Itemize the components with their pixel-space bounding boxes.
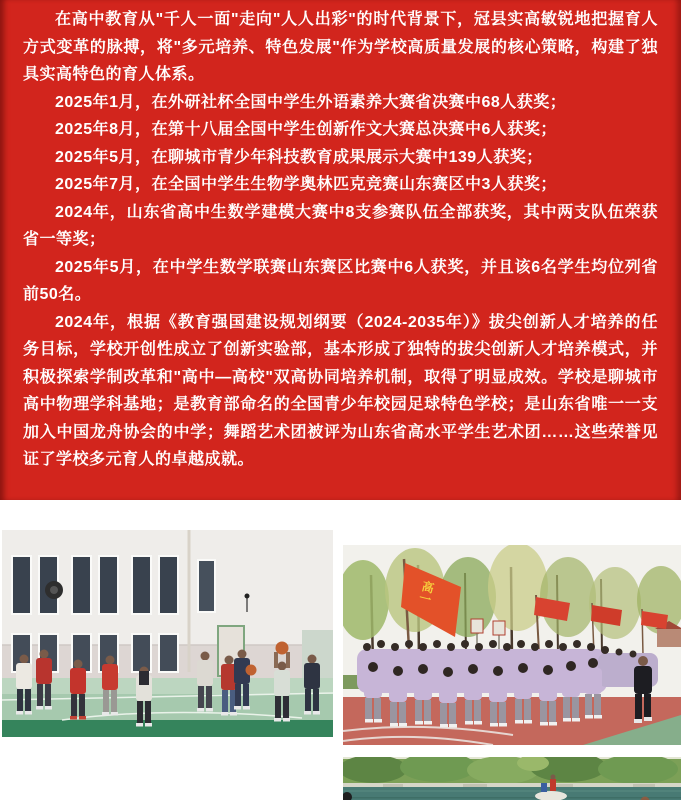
- flag-text: 高一: [416, 579, 436, 606]
- basketball-icon: [276, 642, 289, 655]
- banner-paragraph: 2025年1月，在外研社杯全国中学生外语素养大赛省决赛中68人获奖；: [55, 93, 567, 111]
- lake-water: [343, 787, 681, 800]
- basketball-icon: [246, 665, 257, 676]
- photo-lake-dragon-boat: [343, 757, 681, 800]
- banner-paragraph: 2025年5月，在聊城市青少年科技教育成果展示大赛中139人获奖；: [55, 148, 543, 166]
- basketball-photo-art: [2, 530, 333, 737]
- banner-paragraph: 2025年8月，在第十八届全国中学生创新作文大赛总决赛中6人获奖；: [55, 121, 557, 138]
- banner-paragraph: 在高中教育从"千人一面"走向"人人出彩"的时代背景下，冠县实高敏锐地把握育人方式变革的脉搏，将"多元培养、特色发展"作为学校高质量发展的核心策略，构建了独具实高特色的育人体系。: [23, 11, 658, 83]
- banner-paragraph: 2024年，山东省高中生数学建模大赛中8支参赛队伍全部获奖，其中两支队伍荣获省一等奖；: [23, 203, 658, 248]
- running-photo-art: [343, 545, 681, 745]
- lake-photo-art: [343, 757, 681, 800]
- willow-trees: [343, 757, 681, 785]
- exhaust-fan-icon: [45, 581, 63, 599]
- banner-paragraph: 2025年7月，在全国中学生生物学奥林匹克竞赛山东赛区中3人获奖；: [55, 176, 557, 193]
- banner-paragraph: 2025年5月，在中学生数学联赛山东赛区比赛中6人获奖，并且该6名学生均位列省前50名。: [23, 258, 658, 303]
- photo-students-running: [343, 545, 681, 745]
- banner-paragraph: 2024年，根据《教育强国建设规划纲要（2024-2035年）》拔尖创新人才培养的任务目标，学校开创性成立了创新实验部，基本形成了独特的拔尖创新人才培养模式，并积极探索学制改革和"高中—高校"双高协同培养机制，取得了明显成效。学校是聊城市高中物理学科基地；是教育部命名的全国青少年校园足球特色学校；是山东省唯一一支加入中国龙舟协会的中学；舞蹈艺术团被评为山东省高水平学生艺术团……这些荣誉见证了学校多元育人的卓越成就。: [23, 313, 658, 468]
- photo-basketball-game: [2, 530, 333, 737]
